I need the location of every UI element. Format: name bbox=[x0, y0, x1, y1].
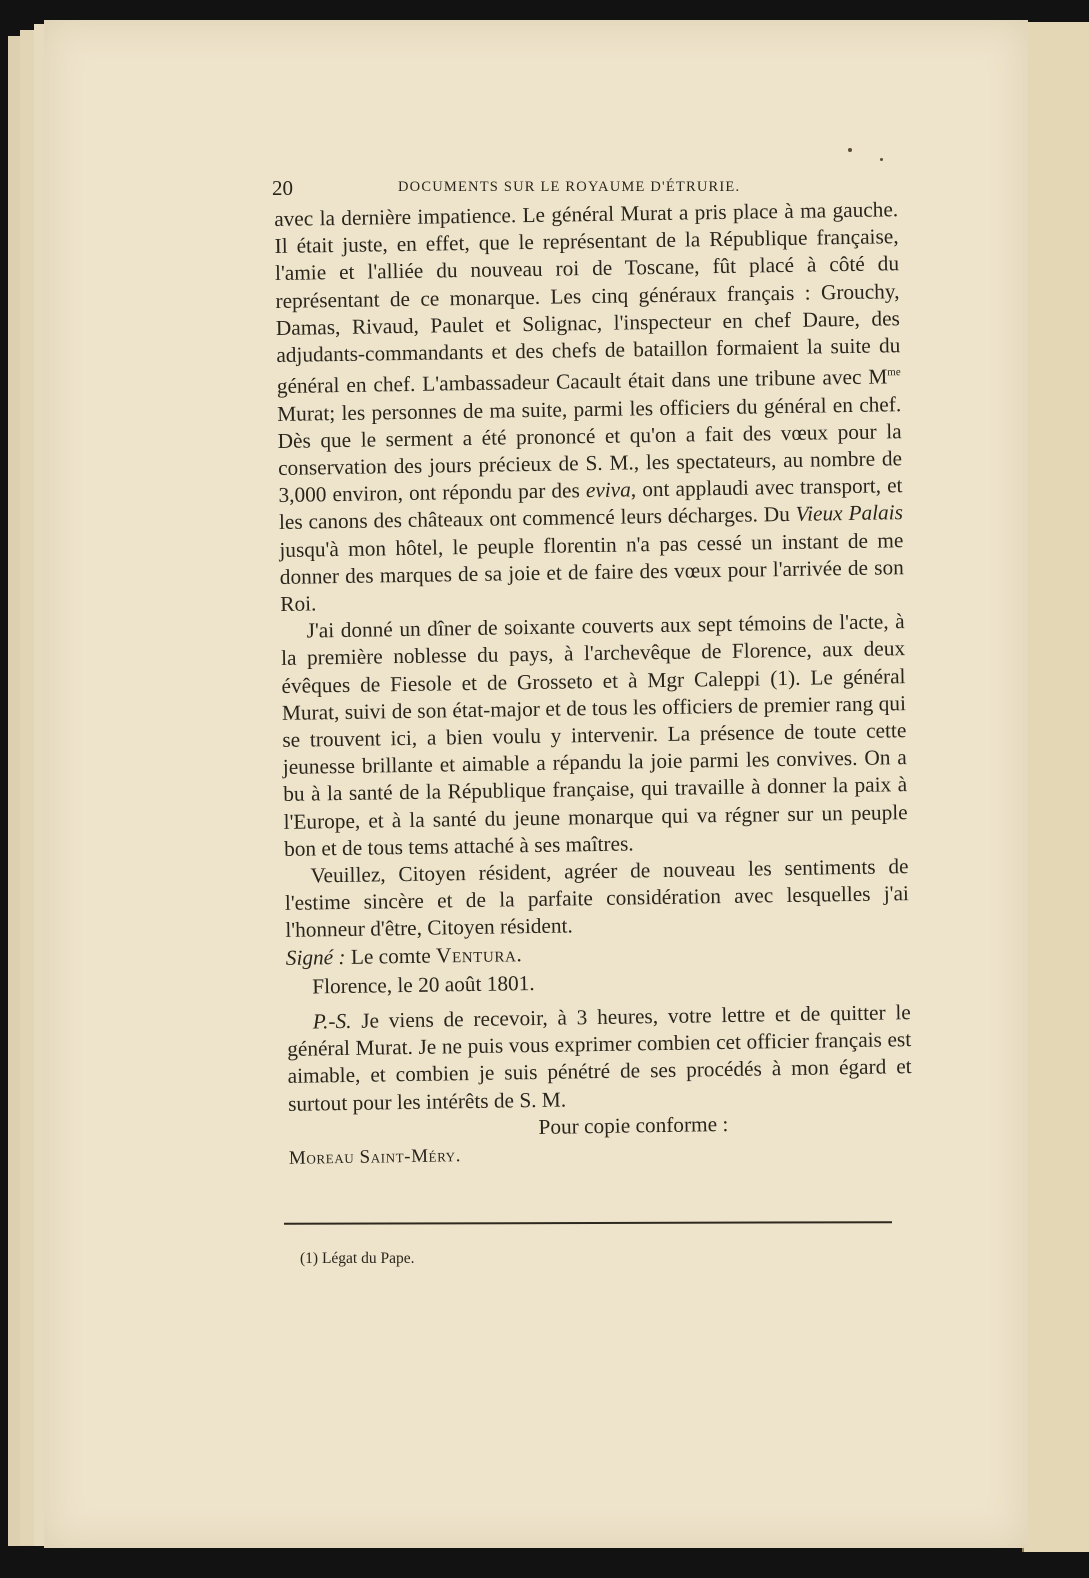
body-text bbox=[274, 196, 913, 1172]
italic-term: eviva bbox=[585, 477, 631, 503]
ps-text: Je viens de recevoir, à 3 heures, votre lettre et de quitter le général Murat. Je ne puis vous exprimer combien cet officier français est aimable, et combien je suis pénétré de ses procédés à mon égard et surtout pour les intérêts de S. M. bbox=[287, 1000, 912, 1116]
running-title: DOCUMENTS SUR LE ROYAUME D'ÉTRURIE. bbox=[398, 179, 741, 195]
signed-label: Signé : bbox=[285, 944, 346, 970]
footnote: (1) Légat du Pape. bbox=[300, 1250, 415, 1267]
page-number: 20 bbox=[272, 176, 293, 200]
text-run: Murat; les personnes de ma suite, parmi les officiers du général en chef. Dès que le serment a été prononcé et qu'on a fait des vœux pour la conservation des jours précieux de S. M., les spectateurs, au nombre de 3,000 environ, ont répondu par des bbox=[277, 391, 903, 508]
text-run: avec la dernière impatience. Le général Murat a pris place à ma gauche. Il était juste, en effet, que le représentant de la République française, l'amie et l'alliée du nouveau roi de Toscane, fût placé à côté du représentant de ce monarque. Les cinq généraux français : Grouchy, Damas, Rivaud, Paulet et Solignac, l'inspecteur en chef Daure, des adjudants-commandants et des chefs de bataillon formaient la suite du général en chef. L'ambassadeur Cacault était dans une tribune avec bbox=[274, 197, 901, 399]
text-run: jusqu'à mon hôtel, le peuple florentin n'a pas cessé un instant de me donner des marques de sa joie et de faire des vœux pour l'arrivée de son Roi. bbox=[279, 527, 904, 616]
facing-page-edge bbox=[1022, 22, 1089, 1552]
paragraph: Veuillez, Citoyen résident, agréer de nouveau les sentiments de l'estime sincère et de la parfaite considération avec lesquelles j'ai l'honneur d'être, Citoyen résident. bbox=[284, 854, 910, 943]
italic-term: Vieux Palais bbox=[795, 500, 904, 527]
place-date: Florence, le 20 août 1801. bbox=[312, 970, 535, 999]
signer-name: Ventura. bbox=[435, 941, 523, 968]
superscript: me bbox=[887, 366, 901, 379]
text-run: M bbox=[868, 364, 888, 389]
page-header bbox=[270, 176, 770, 202]
copy-label: Pour copie conforme : bbox=[538, 1111, 729, 1139]
paragraph bbox=[274, 196, 904, 618]
ink-speck bbox=[880, 158, 883, 161]
ink-speck bbox=[848, 148, 852, 152]
paragraph: J'ai donné un dîner de soixante couverts aux sept témoins de l'acte, à la première noblesse du pays, à l'archevêque de Florence, aux deux évêques de Fiesole et de Grosseto et à Mgr Caleppi (1). Le général Murat, suivi de son état-major et de tous les officiers de premier rang qui se trouvent ici, a bien voulu y intervenir. La présence de toute cette jeunesse brillante et aimable a répandu la joie parmi les convives. On a bu à la santé de la République française, qui travaille à donner la paix à l'Europe, et à la santé du jeune monarque qui va régner sur un peuple bon et de tous tems attaché à ses maîtres. bbox=[280, 609, 908, 861]
text-run: , ont applaudi avec transport, et les canons des châteaux ont commencé leurs décharges. Du bbox=[278, 473, 903, 535]
ps-label: P.-S. bbox=[312, 1008, 352, 1034]
copy-signer: Moreau Saint-Méry. bbox=[288, 1145, 462, 1169]
signer-title: Le comte bbox=[350, 943, 431, 969]
postscript bbox=[287, 999, 913, 1118]
